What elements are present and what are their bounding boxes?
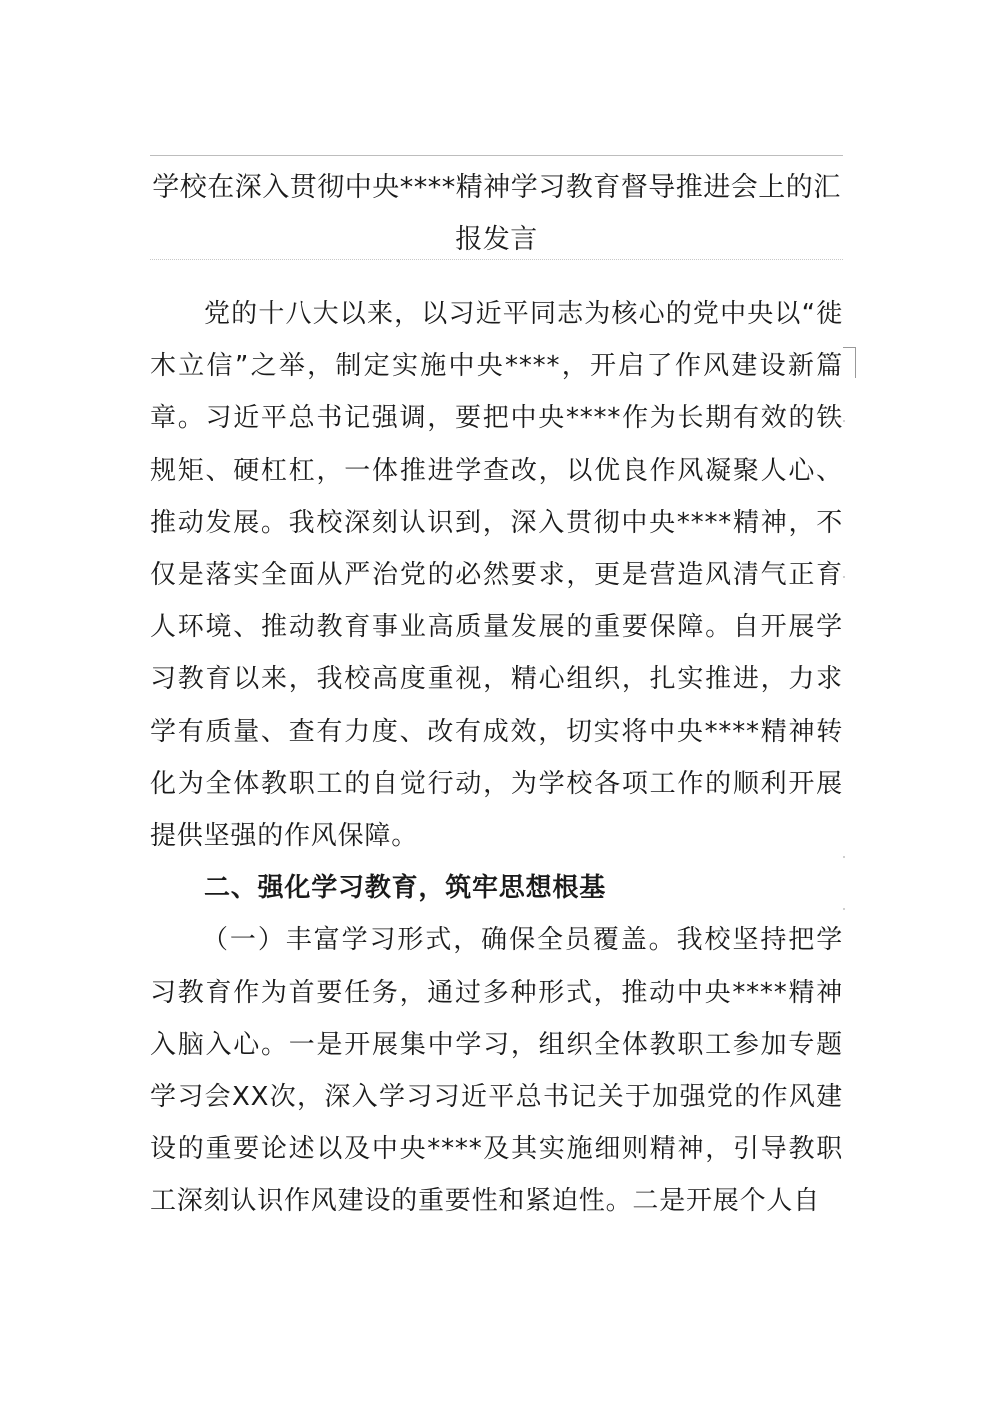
margin-corner-mark bbox=[843, 347, 856, 378]
intro-paragraph: 党的十八大以来，以习近平同志为核心的党中央以“徙木立信”之举，制定实施中央****，开启了作风建设新篇章。习近平总书记强调，要把中央****作为长期有效的铁规矩、硬杠杠，一体推进学查改，以优良作风凝聚人心、推动发展。我校深刻认识到，深入贯彻中央****精神，不仅是落实全面从严治党的必然要求，更是营造风清气正育人环境、推动教育事业高质量发展的重要保障。自开展学习教育以来，我校高度重视，精心组织，扎实推进，力求学有质量、查有力度、改有成效，切实将中央****精神转化为全体教职工的自觉行动，为学校各项工作的顺利开展提供坚强的作风保障。 bbox=[150, 299, 843, 852]
margin-dot bbox=[843, 908, 845, 910]
margin-dot bbox=[843, 576, 845, 578]
margin-dot bbox=[843, 856, 845, 858]
section-heading: 二、强化学习教育，筑牢思想根基 bbox=[204, 873, 607, 904]
title-top-rule bbox=[150, 155, 843, 156]
margin-dot bbox=[843, 420, 845, 422]
title-bottom-rule bbox=[150, 259, 843, 260]
document-body bbox=[150, 288, 843, 1228]
subsection-paragraph: （一）丰富学习形式，确保全员覆盖。我校坚持把学习教育作为首要任务，通过多种形式，推动中央****精神入脑入心。一是开展集中学习，组织全体教职工参加专题学习会XX次，深入学习习近平总书记关于加强党的作风建设的重要论述以及中央****及其实施细则精神，引导教职工深刻认识作风建设的重要性和紧迫性。二是开展个人自 bbox=[150, 925, 843, 1217]
document-title: 学校在深入贯彻中央****精神学习教育督导推进会上的汇报发言 bbox=[152, 172, 841, 255]
